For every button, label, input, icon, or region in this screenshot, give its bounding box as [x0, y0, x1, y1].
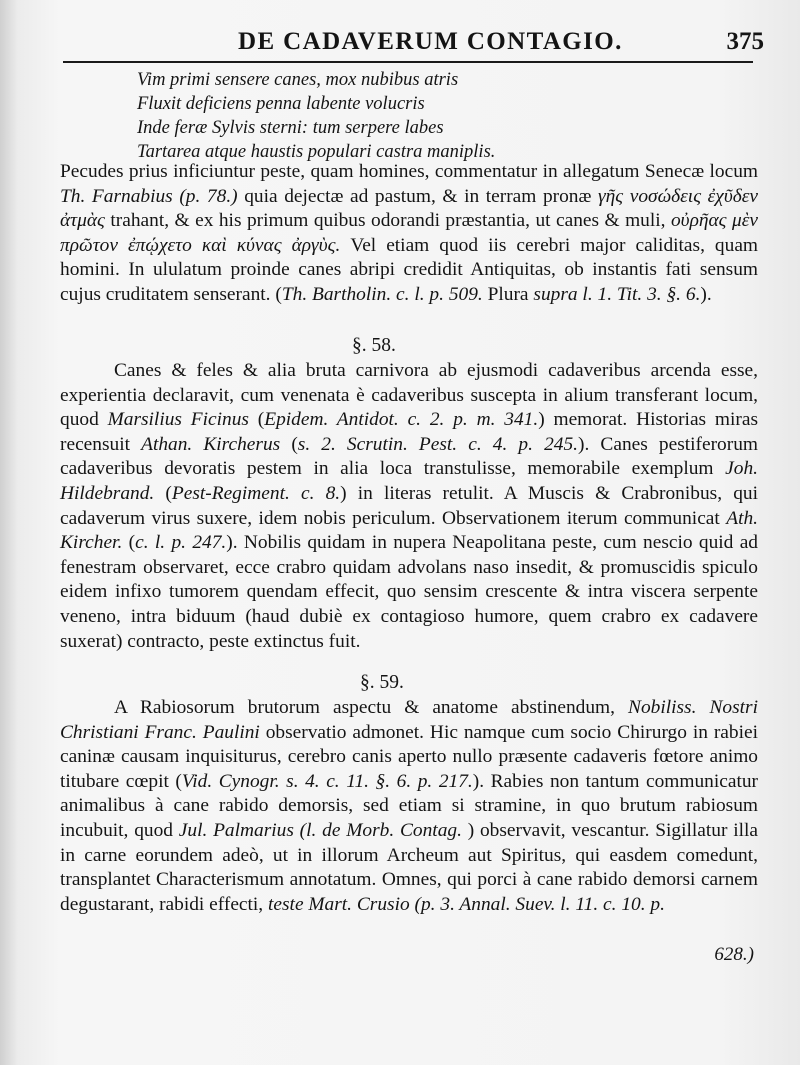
- citation: teste Mart. Crusio (p. 3. Annal. Suev. l. 11. c. 10. p.: [268, 893, 665, 915]
- text-run: (: [248, 409, 265, 431]
- citation: Athan. Kircherus: [141, 433, 281, 455]
- text-run: A Rabiosorum brutorum aspectu & anatome abstinendum,: [114, 697, 629, 718]
- citation: Ath. Kircher.: [60, 507, 758, 554]
- citation: supra l. 1. Tit. 3. §. 6.: [533, 283, 701, 305]
- verse-line: Tartarea atque haustis populari castra maniplis.: [137, 142, 496, 162]
- text-run: trahant, & ex his primum quibus odorandi præstantia, ut canes & muli,: [104, 210, 671, 232]
- citation: Epidem. Antidot. c. 2. p. m. 341.: [264, 409, 539, 431]
- citation: s. 2. Scrutin. Pest. c. 4. p. 245.: [297, 433, 579, 455]
- text-run: (: [154, 482, 172, 504]
- citation: Jul. Palmarius (l. de Morb. Contag.: [178, 819, 462, 841]
- text-run: ). Canes pestiferorum cadaveribus devoratis pestem in alia loca transtulisse, memorabile exemplum: [60, 433, 758, 480]
- text-run: Vel etiam quod iis cerebri major caliditas, quam homini. In ululatum proinde canes abripi credidit Antiquitas, ob instantis fati sensum cujus cruditatem senserant. (: [60, 234, 759, 305]
- citation: Joh. Hildebrand.: [60, 458, 758, 504]
- verse-line: Fluxit deficiens penna labente volucris: [137, 94, 425, 114]
- page-header: [60, 26, 764, 60]
- text-run: (: [280, 433, 298, 455]
- greek-quote: οὐρῆας μὲν πρῶτον ἐπῴχετο καὶ κύνας ἀργὺς.: [60, 210, 758, 256]
- paragraph-canes-feles: [60, 359, 758, 654]
- text-run: Pecudes prius inficiuntur peste, quam homines, commentatur in allegatum Senecæ locum: [60, 161, 758, 182]
- text-run: ) in literas retulit. A Muscis & Crabronibus, qui cadaverum virus suxere, idem nobis periculum. Observationem iterum communicat: [60, 482, 758, 529]
- text-run: Canes & feles & alia bruta carnivora ab ejusmodi cadaveribus arcenda esse, experientia declaravit, cum venenata è cadaveribus suscepta in alium transferant locum, quod: [60, 360, 758, 431]
- text-run: ).: [700, 283, 712, 305]
- citation: Marsilius Ficinus: [107, 409, 249, 431]
- text-run: ). Nobilis quidam in nupera Neapolitana peste, cum nescio quid ad fenestram observaret, ecce crabro quidam advolans naso insedit, & promuscidis spiculo eidem infixo tumorem quendam effecit, quo sensim crescente & intra viscera serpente veneno, intra biduum (haud dubiè ex contagioso humore, quem crabro ex cadavere suxerat) contracto, peste extinctus fuit.: [60, 532, 759, 652]
- citation: Pest-Regiment. c. 8.: [171, 482, 341, 504]
- paragraph-pecudes: [60, 160, 758, 308]
- citation-continuation: 628.): [714, 944, 754, 965]
- text-run: observatio admonet. Hic namque cum socio Chirurgo in rabiei caninæ causam inquisiturus, cerebro canis aperto nullo præsente cadaveris fœtore animo titubare cœpit (: [60, 721, 758, 792]
- text-run: (: [122, 532, 136, 554]
- verse-quotation: [137, 68, 697, 164]
- citation: Vid. Cynogr. s. 4. c. 11. §. 6. p. 217.: [181, 770, 473, 792]
- text-run: quia dejectæ ad pastum, & in terram pronæ: [237, 185, 599, 207]
- citation: Th. Farnabius (p. 78.): [60, 185, 238, 207]
- running-title: DE CADAVERUM CONTAGIO.: [238, 28, 623, 55]
- section-heading-59: §. 59.: [360, 672, 404, 693]
- text-run: ). Rabies non tantum communicatur animalibus à cane rabido demorsis, sed etiam si stramine, in quo brutum rabiosum incubuit, quod: [60, 770, 758, 841]
- header-rule: [63, 61, 753, 63]
- citation: Th. Bartholin. c. l. p. 509.: [281, 283, 483, 305]
- text-run: ) observavit, vescantur. Sigillatur illa in carne eorundem adeò, ut in illorum Archeum aut Spiritus, qui easdem comedunt, transplantet Characterismum annotatum. Omnes, qui porci à cane rabido demorsi carnem degustarant, rabidi effecti,: [60, 819, 758, 915]
- paragraph-rabiosorum: [60, 696, 758, 917]
- greek-quote: γῆς νοσώδεις ἐχῦδεν ἀτμὰς: [60, 185, 758, 232]
- text-run: Plura: [482, 283, 534, 305]
- text-run: ) memorat. Historias miras recensuit: [60, 409, 758, 455]
- citation: Nobiliss. Nostri Christiani Franc. Paulini: [60, 697, 758, 743]
- page-number: 375: [726, 28, 764, 55]
- section-heading-58: §. 58.: [352, 335, 396, 356]
- verse-line: Vim primi sensere canes, mox nubibus atris: [137, 70, 459, 90]
- verse-line: Inde feræ Sylvis sterni: tum serpere labes: [137, 118, 444, 138]
- citation: c. l. p. 247.: [135, 532, 227, 554]
